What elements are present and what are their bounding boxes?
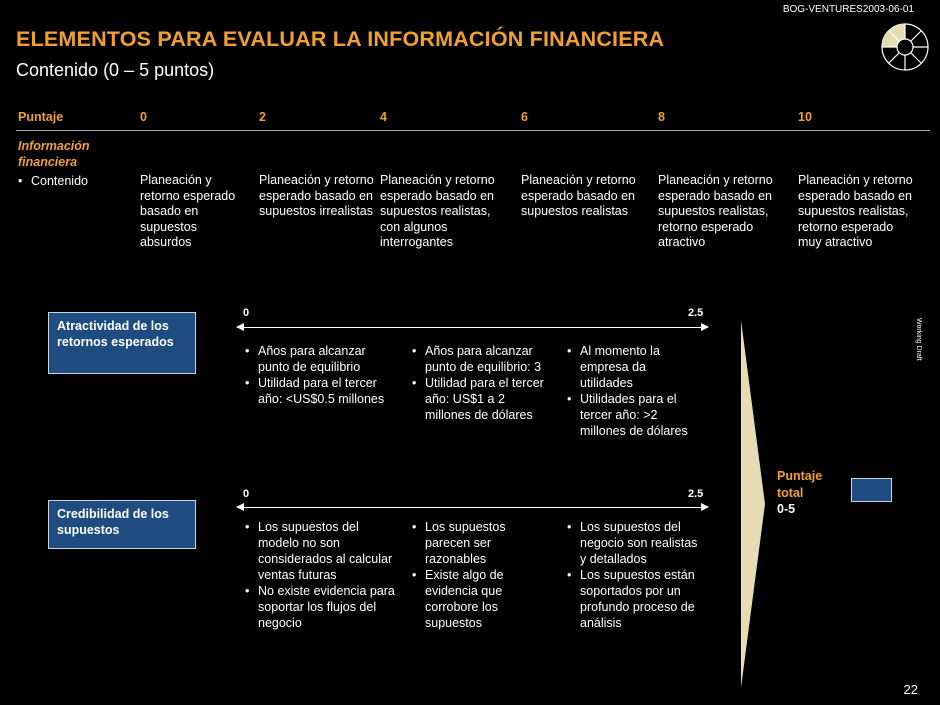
- factor-1-column-high: [567, 343, 702, 439]
- scale-arrow: [237, 327, 708, 328]
- factor-box-credibility: Credibilidad de los supuestos: [48, 500, 196, 549]
- score-4: 4: [380, 110, 387, 124]
- scale-max-label: 2.5: [688, 488, 704, 500]
- score-header-label: Puntaje: [18, 110, 64, 124]
- list-item: • Los supuestos están soportados por un profundo proceso de análisis: [567, 567, 702, 631]
- category-label: Información financiera: [18, 139, 90, 169]
- scale-max-label: 2.5: [688, 307, 704, 319]
- factor-1-column-mid: [412, 343, 547, 423]
- criterion-label: • Contenido: [18, 173, 88, 189]
- progress-wheel-icon: [880, 22, 930, 72]
- total-score-label: Puntaje total 0-5: [777, 469, 823, 516]
- description-score-2: Planeación y retorno esperado basado en supuestos irrealistas: [259, 173, 374, 218]
- list-item: • Años para alcanzar punto de equilibrio: [245, 343, 397, 375]
- score-0: 0: [140, 110, 147, 124]
- description-score-6: Planeación y retorno esperado basado en supuestos realistas: [521, 173, 636, 218]
- description-score-8: Planeación y retorno esperado basado en supuestos realistas, retorno esperado atractivo: [658, 173, 773, 249]
- list-item: • Utilidad para el tercer año: <US$0.5 millones: [245, 375, 397, 407]
- list-item: • Los supuestos del modelo no son considerados al calcular ventas futuras: [245, 519, 397, 583]
- factor-2-column-high: [567, 519, 702, 631]
- document-id: BOG-VENTURES2003-06-01: [782, 4, 914, 15]
- list-item: • No existe evidencia para soportar los flujos del negocio: [245, 583, 397, 631]
- scale-min-label: 0: [243, 488, 250, 500]
- score-8: 8: [658, 110, 665, 124]
- scale-min-label: 0: [243, 307, 250, 319]
- list-item: • Al momento la empresa da utilidades: [567, 343, 702, 391]
- factor-1-column-low: [245, 343, 397, 407]
- scale-arrow: [237, 507, 708, 508]
- factor-box-attractiveness: Atractividad de los retornos esperados: [48, 312, 196, 374]
- page-subtitle: Contenido (0 – 5 puntos): [16, 60, 215, 80]
- factor-2-column-mid: [412, 519, 547, 631]
- page-title: ELEMENTOS PARA EVALUAR LA INFORMACIÓN FINANCIERA: [16, 27, 665, 51]
- description-score-10: Planeación y retorno esperado basado en supuestos realistas, retorno esperado muy atractivo: [798, 173, 913, 249]
- list-item: • Años para alcanzar punto de equilibrio: 3: [412, 343, 547, 375]
- description-score-4: Planeación y retorno esperado basado en supuestos realistas, con algunos interrogantes: [380, 173, 495, 249]
- score-6: 6: [521, 110, 528, 124]
- list-item: • Utilidad para el tercer año: US$1 a 2 millones de dólares: [412, 375, 547, 423]
- score-10: 10: [798, 110, 812, 124]
- score-2: 2: [259, 110, 266, 124]
- funnel-shape: [738, 318, 768, 690]
- list-item: • Los supuestos parecen ser razonables: [412, 519, 547, 567]
- list-item: • Existe algo de evidencia que corrobore los supuestos: [412, 567, 547, 631]
- description-score-0: Planeación y retorno esperado basado en supuestos absurdos: [140, 173, 236, 249]
- list-item: • Los supuestos del negocio son realistas y detallados: [567, 519, 702, 567]
- header-divider: [16, 130, 930, 131]
- page-number: 22: [903, 682, 918, 697]
- list-item: • Utilidades para el tercer año: >2 millones de dólares: [567, 391, 702, 439]
- factor-2-column-low: [245, 519, 397, 631]
- working-draft-label: Working Draft: [915, 318, 922, 361]
- total-score-box: [851, 478, 892, 502]
